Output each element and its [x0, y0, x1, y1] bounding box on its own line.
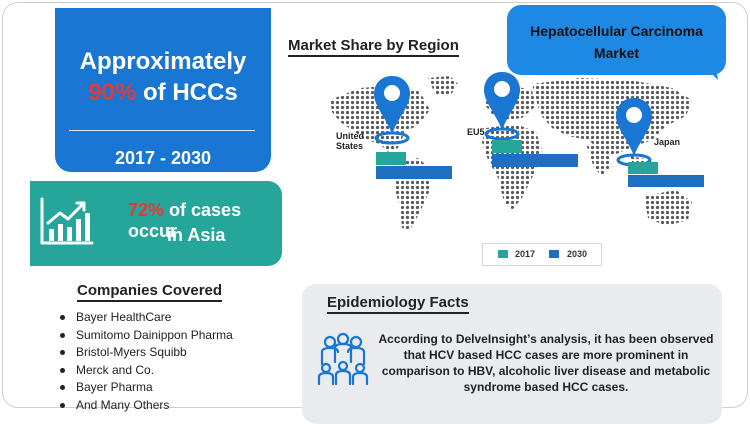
asia-stat-panel	[30, 181, 282, 266]
chart-legend	[482, 243, 602, 266]
epidemiology-title: Epidemiology Facts	[327, 294, 469, 314]
company-item: Bayer HealthCare	[60, 309, 233, 327]
bubble-line1: Hepatocellular Carcinoma	[530, 23, 703, 39]
japan-bar-2030	[628, 175, 704, 187]
japan-location-pin-icon	[616, 98, 652, 165]
legend-label-2017: 2017	[515, 249, 536, 259]
eu5-bar-2017	[492, 140, 522, 153]
population-group-icon	[316, 330, 370, 386]
legend-swatch-2017	[498, 250, 508, 258]
company-item: Merck and Co.	[60, 362, 233, 380]
companies-list	[60, 309, 233, 414]
stat-line1-text: of cases occur	[128, 200, 242, 241]
region-label-us-line1: United	[336, 131, 364, 141]
hero-divider	[69, 130, 255, 131]
hero-line2	[55, 79, 271, 107]
stat-highlight: 72%	[128, 200, 165, 220]
hero-panel	[55, 8, 271, 172]
eu5-bar-2030	[492, 154, 578, 167]
region-label-eu5: EU5	[467, 127, 485, 137]
hero-line1: Approximately	[79, 48, 247, 75]
region-label-us	[336, 131, 364, 151]
hero-line2-text: of HCCs	[136, 79, 238, 106]
japan-bar-2017	[628, 162, 658, 174]
world-map	[300, 70, 740, 270]
us-bar-2030	[376, 166, 452, 179]
market-share-title: Market Share by Region	[288, 37, 459, 57]
company-item: Bayer Pharma	[60, 379, 233, 397]
company-item: Bristol-Myers Squibb	[60, 344, 233, 362]
region-label-japan: Japan	[654, 137, 681, 147]
region-label-us-line2: States	[336, 141, 364, 151]
bubble-line2: Market	[593, 45, 640, 61]
legend-swatch-2030	[549, 250, 559, 258]
company-item: Sumitomo Dainippon Pharma	[60, 327, 233, 345]
hero-years: 2017 - 2030	[114, 148, 212, 168]
epidemiology-text: According to DelveInsight’s analysis, it has been observed that HCV based HCC cases are more prominent in comparison to HBV, alcoholic liver disease and metabolic syndrome based HCC cases.	[378, 332, 714, 394]
hero-highlight: 90%	[88, 79, 137, 106]
market-title-bubble	[507, 5, 726, 75]
legend-label-2030: 2030	[567, 249, 588, 259]
growth-chart-icon	[36, 193, 96, 249]
company-item: And Many Others	[60, 397, 233, 415]
companies-title: Companies Covered	[77, 282, 222, 302]
stat-line2: in Asia	[167, 225, 226, 245]
us-bar-2017	[376, 152, 406, 165]
